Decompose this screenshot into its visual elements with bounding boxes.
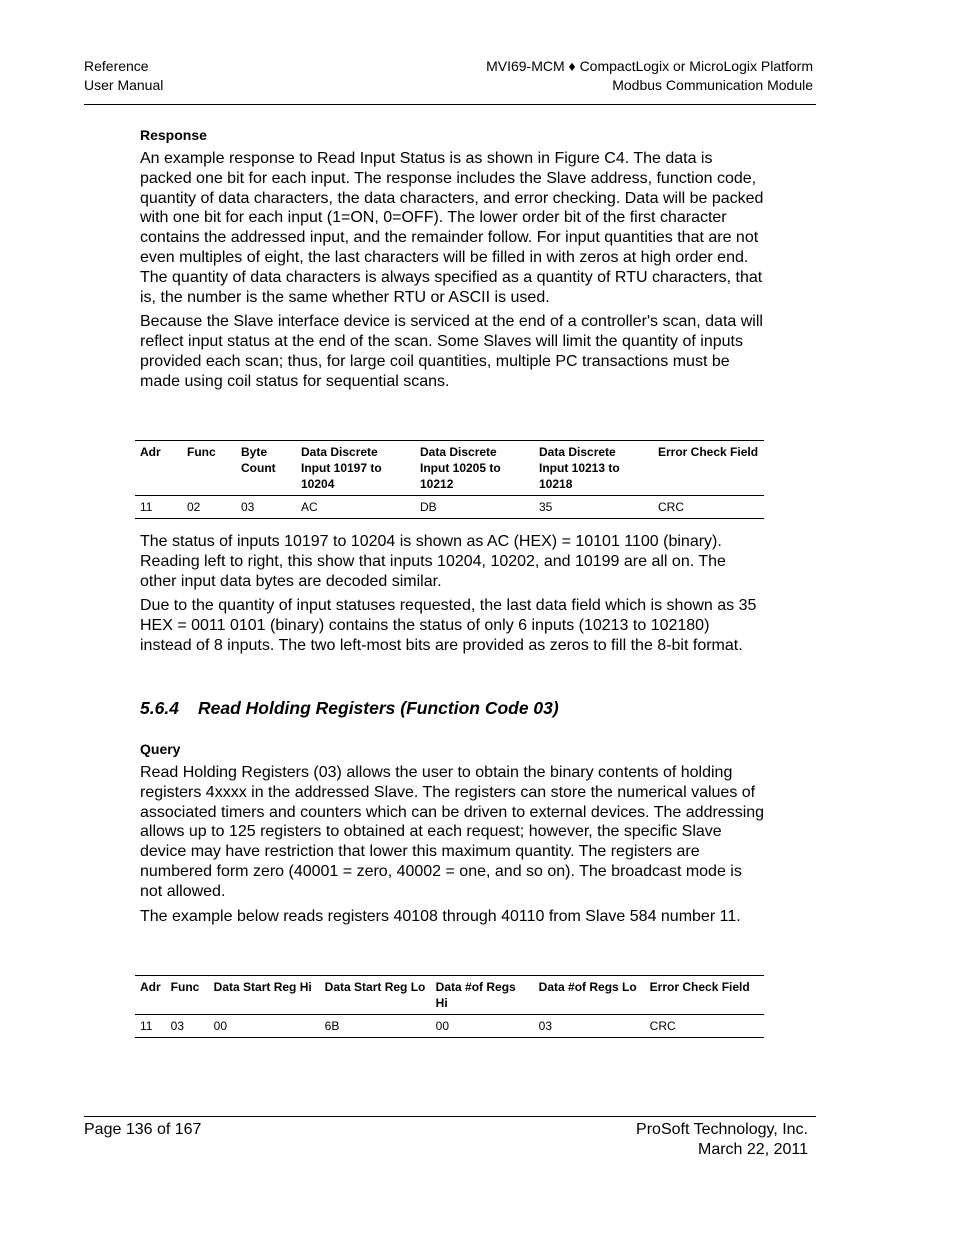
section-number: 5.6.4 <box>140 698 179 718</box>
section-title-text: Read Holding Registers (Function Code 03) <box>198 698 559 718</box>
page-header-right <box>486 57 813 95</box>
table-cell: 03 <box>166 1015 209 1038</box>
page-footer-right <box>636 1120 808 1160</box>
response-heading: Response <box>140 127 207 143</box>
column-header: Data Start Reg Hi <box>209 976 320 1015</box>
table-row <box>135 496 764 519</box>
table-cell: AC <box>296 496 415 519</box>
column-header: Data Discrete Input 10197 to 10204 <box>296 441 415 496</box>
column-header: Data Discrete Input 10205 to 10212 <box>415 441 534 496</box>
table-cell: CRC <box>645 1015 764 1038</box>
column-header: Data Discrete Input 10213 to 10218 <box>534 441 653 496</box>
response-section <box>140 126 765 392</box>
query-section <box>140 740 765 926</box>
table-cell: DB <box>415 496 534 519</box>
column-header: Data #of Regs Lo <box>534 976 645 1015</box>
footer-date: March 22, 2011 <box>698 1141 808 1158</box>
query-paragraph-2: The example below reads registers 40108 through 40110 from Slave 584 number 11. <box>140 907 741 925</box>
status-section <box>140 532 765 656</box>
header-product: MVI69-MCM ♦ CompactLogix or MicroLogix Platform <box>486 58 813 74</box>
table-header-row <box>135 976 764 1015</box>
page-header-left <box>84 57 163 95</box>
column-header: Adr <box>135 976 166 1015</box>
column-header: Func <box>182 441 236 496</box>
header-user-manual: User Manual <box>84 77 164 93</box>
table-cell: 11 <box>135 1015 166 1038</box>
footer-company: ProSoft Technology, Inc. <box>636 1121 808 1138</box>
section-title <box>140 698 559 719</box>
query-paragraph-1: Read Holding Registers (03) allows the user to obtain the binary contents of holding registers 4xxxx in the addressed Slave. The registers can store the numerical values of associated timers and counters which can be driven to external devices. The addressing allows up to 125 registers to obtained at each request; however, the specific Slave device may have restriction that lower this maximum quantity. The registers are numbered form zero (40001 = zero, 40002 = one, and so on). The broadcast mode is not allowed. <box>140 764 765 900</box>
response-paragraph-2: Because the Slave interface device is serviced at the end of a controller's scan, data will reflect input status at the end of the scan. Some Slaves will limit the quantity of inputs provided each scan; thus, for large coil quantities, multiple PC transactions must be made using coil status for sequential scans. <box>140 313 763 390</box>
table-cell: 00 <box>431 1015 534 1038</box>
byte-count-header: Byte Count <box>241 445 276 475</box>
column-header <box>236 441 296 496</box>
table-row <box>135 1015 764 1038</box>
column-header: Func <box>166 976 209 1015</box>
column-header: Error Check Field <box>645 976 764 1015</box>
header-reference: Reference <box>84 58 149 74</box>
table-cell: 02 <box>182 496 236 519</box>
header-module: Modbus Communication Module <box>612 77 813 93</box>
table-cell: 03 <box>236 496 296 519</box>
header-divider <box>84 104 816 105</box>
table-cell: 35 <box>534 496 653 519</box>
column-header: Data #of Regs Hi <box>431 976 534 1015</box>
table-cell: 03 <box>534 1015 645 1038</box>
column-header: Data Start Reg Lo <box>320 976 431 1015</box>
table-cell: CRC <box>653 496 764 519</box>
footer-page-number: Page 136 of 167 <box>84 1121 202 1138</box>
read-input-status-response-table <box>135 440 764 519</box>
status-paragraph-1: The status of inputs 10197 to 10204 is shown as AC (HEX) = 10101 1100 (binary). Reading left to right, this show that inputs 10204, 10202, and 10199 are all on. The other input data bytes are decoded similar. <box>140 533 726 590</box>
table-header-row <box>135 441 764 496</box>
table-cell: 11 <box>135 496 182 519</box>
read-holding-registers-query-table <box>135 975 764 1038</box>
response-paragraph-1: An example response to Read Input Status is as shown in Figure C4. The data is packed one bit for each input. The response includes the Slave address, function code, quantity of data characters, the data characters, and error checking. Data will be packed with one bit for each input (1=ON, 0=OFF). The lower order bit of the first character contains the addressed input, and the remainder follow. For input quantities that are not even multiples of eight, the last characters will be filled in with zeros at high order end. The quantity of data characters is always specified as a quantity of RTU characters, that is, the number is the same whether RTU or ASCII is used. <box>140 150 764 306</box>
footer-divider <box>84 1116 816 1117</box>
table-cell: 00 <box>209 1015 320 1038</box>
status-paragraph-2: Due to the quantity of input statuses requested, the last data field which is shown as 35 HEX = 0011 0101 (binary) contains the status of only 6 inputs (10213 to 102180) instead of 8 inputs. The two left-most bits are provided as zeros to fill the 8-bit format. <box>140 597 757 654</box>
column-header: Adr <box>135 441 182 496</box>
query-heading: Query <box>140 741 181 757</box>
column-header: Error Check Field <box>653 441 764 496</box>
table-cell: 6B <box>320 1015 431 1038</box>
